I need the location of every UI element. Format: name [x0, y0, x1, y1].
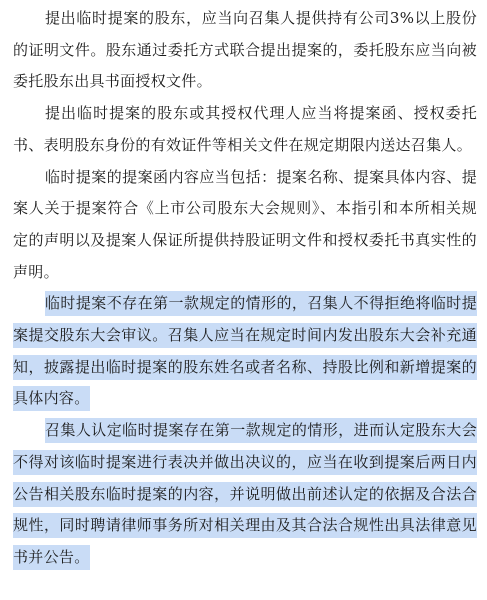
paragraph-shareholder-proof [13, 3, 477, 98]
paragraph-proposal-letter-contents [13, 162, 477, 289]
paragraph-text: 临时提案的提案函内容应当包括：提案名称、提案具体内容、提案人关于提案符合《上市公司股东大会规则》、本指引和本所相关规定的声明以及提案人保证所提供持股证明文件和授权委托书真实性的声明。 [13, 167, 477, 281]
paragraph-convener-disclosure [13, 415, 477, 574]
document-body [13, 0, 477, 574]
paragraph-convener-must-submit [13, 288, 477, 415]
paragraph-text: 提出临时提案的股东，应当向召集人提供持有公司3%以上股份的证明文件。股东通过委托方式联合提出提案的，委托股东应当向被委托股东出具书面授权文件。 [13, 9, 477, 91]
paragraph-text: 提出临时提案的股东或其授权代理人应当将提案函、授权委托书、表明股东身份的有效证件等相关文件在规定期限内送达召集人。 [13, 104, 477, 154]
highlighted-text: 召集人认定临时提案存在第一款规定的情形，进而认定股东大会不得对该临时提案进行表决并做出决议的，应当在收到提案后两日内公告相关股东临时提案的内容，并说明做出前述认定的依据及合法合规性，同时聘请律师事务所对相关理由及其合法合规性出具法律意见书并公告。 [13, 418, 477, 570]
highlighted-text: 临时提案不存在第一款规定的情形的，召集人不得拒绝将临时提案提交股东大会审议。召集人应当在规定时间内发出股东大会补充通知，披露提出临时提案的股东姓名或者名称、持股比例和新增提案的具体内容。 [13, 291, 477, 411]
paragraph-delivery-of-documents [13, 98, 477, 161]
